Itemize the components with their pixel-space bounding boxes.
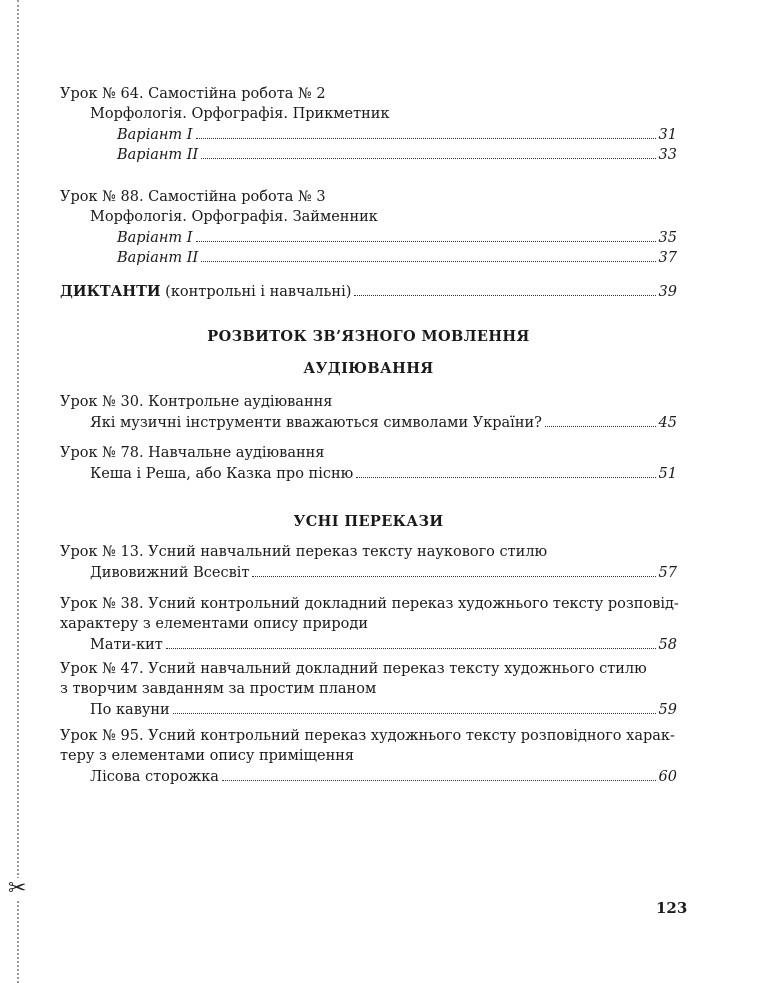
toc-entry-dictations[interactable] bbox=[60, 281, 677, 301]
toc-lesson-title: Урок № 78. Навчальне аудіювання bbox=[60, 445, 325, 461]
dot-leader bbox=[545, 412, 656, 427]
toc-page-number: 58 bbox=[658, 637, 677, 653]
toc-lesson-subtitle: Морфологія. Орфографія. Прикметник bbox=[90, 106, 390, 122]
toc-entry-label: Кеша і Реша, або Казка про пісню bbox=[90, 466, 354, 482]
toc-entry[interactable] bbox=[117, 144, 677, 164]
toc-entry-label: Які музичні інструменти вважаються символами України? bbox=[90, 415, 542, 431]
dot-leader bbox=[222, 766, 656, 781]
toc-entry-label: Лісова сторожка bbox=[90, 769, 219, 785]
toc-lesson-title: Урок № 47. Усний навчальний докладний переказ тексту художнього стилю bbox=[60, 661, 647, 677]
dot-leader bbox=[166, 634, 656, 649]
toc-lesson-title-continued: характеру з елементами опису природи bbox=[60, 616, 369, 632]
toc-entry[interactable] bbox=[117, 124, 677, 144]
toc-entry[interactable] bbox=[117, 227, 677, 247]
dot-leader bbox=[354, 281, 655, 296]
dot-leader bbox=[201, 144, 655, 159]
toc-page-number: 37 bbox=[658, 250, 677, 266]
toc-entry[interactable] bbox=[90, 634, 677, 654]
toc-page-number: 57 bbox=[658, 565, 677, 581]
toc-entry-label: Мати-кит bbox=[90, 637, 163, 653]
toc-page-number: 60 bbox=[658, 769, 677, 785]
toc-page-number: 33 bbox=[658, 147, 677, 163]
dot-leader bbox=[173, 699, 656, 714]
toc-entry[interactable] bbox=[117, 247, 677, 267]
toc-page-number: 39 bbox=[658, 284, 677, 300]
toc-lesson-title: Урок № 38. Усний контрольний докладний переказ художнього тексту розповід- bbox=[60, 596, 679, 612]
cut-line bbox=[17, 0, 19, 983]
toc-entry-label: По кавуни bbox=[90, 702, 170, 718]
scissors-icon: ✂ bbox=[8, 876, 27, 901]
toc-lesson-title: Урок № 95. Усний контрольний переказ художнього тексту розповідного харак- bbox=[60, 728, 675, 744]
toc-lesson-title-continued: теру з елементами опису приміщення bbox=[60, 748, 355, 764]
dot-leader bbox=[196, 227, 656, 242]
toc-entry-label: ДИКТАНТИ (контрольні і навчальні) bbox=[60, 283, 352, 300]
toc-lesson-title-continued: з творчим завданням за простим планом bbox=[60, 681, 377, 697]
section-heading-development: РОЗВИТОК ЗВ’ЯЗНОГО МОВЛЕННЯ bbox=[207, 328, 530, 345]
toc-entry-label: Варіант I bbox=[117, 127, 193, 143]
toc-entry-label: Дивовижний Всесвіт bbox=[90, 565, 250, 581]
toc-lesson-title: Урок № 88. Самостійна робота № 3 bbox=[60, 189, 326, 205]
section-heading-retellings: УСНІ ПЕРЕКАЗИ bbox=[293, 513, 444, 530]
toc-page-number: 31 bbox=[658, 127, 677, 143]
dot-leader bbox=[201, 247, 655, 262]
toc-lesson-title: Урок № 30. Контрольне аудіювання bbox=[60, 394, 333, 410]
toc-entry-label: Варіант I bbox=[117, 230, 193, 246]
toc-page-number: 51 bbox=[658, 466, 677, 482]
toc-lesson-title: Урок № 64. Самостійна робота № 2 bbox=[60, 86, 326, 102]
toc-entry[interactable] bbox=[90, 562, 677, 582]
toc-entry-label: Варіант II bbox=[117, 250, 199, 266]
dot-leader bbox=[252, 562, 655, 577]
dot-leader bbox=[196, 124, 656, 139]
toc-entry[interactable] bbox=[90, 463, 677, 483]
toc-entry[interactable] bbox=[90, 766, 677, 786]
page-number: 123 bbox=[656, 899, 688, 917]
toc-entry[interactable] bbox=[90, 412, 677, 432]
toc-page-number: 35 bbox=[658, 230, 677, 246]
section-heading-listening: АУДІЮВАННЯ bbox=[303, 360, 434, 377]
toc-page-number: 59 bbox=[658, 702, 677, 718]
toc-page-number: 45 bbox=[658, 415, 677, 431]
toc-entry[interactable] bbox=[90, 699, 677, 719]
toc-entry-label: Варіант II bbox=[117, 147, 199, 163]
toc-lesson-title: Урок № 13. Усний навчальний переказ тексту наукового стилю bbox=[60, 544, 548, 560]
toc-lesson-subtitle: Морфологія. Орфографія. Займенник bbox=[90, 209, 378, 225]
dot-leader bbox=[356, 463, 655, 478]
